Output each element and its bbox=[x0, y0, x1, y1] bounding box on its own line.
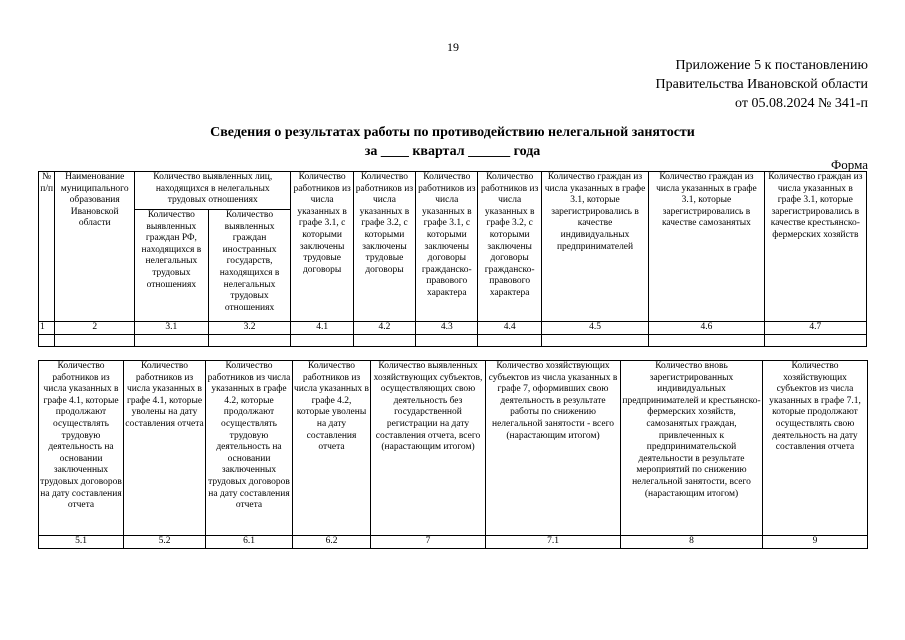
header-col-3-2: Количество выявленных граждан иностранных государств, находящихся в нелегальных трудовых отношениях bbox=[208, 210, 291, 322]
column-number: 1 bbox=[39, 322, 55, 335]
header-col-7-1: Количество хозяйствующих субъектов из числа указанных в графе 7, оформивших свою деятельность в результате работы по снижению нелегальной занятости - всего (нарастающим итогом) bbox=[486, 361, 621, 536]
appendix-line-1: Приложение 5 к постановлению bbox=[675, 58, 868, 73]
column-number: 5.1 bbox=[39, 536, 124, 549]
column-number: 7.1 bbox=[486, 536, 621, 549]
empty-cell bbox=[208, 335, 291, 347]
header-col-4-5: Количество граждан из числа указанных в графе 3.1, которые зарегистрировались в качестве индивидуальных предпринимателей bbox=[541, 172, 648, 322]
empty-cell bbox=[649, 335, 765, 347]
document-title-line-1: Сведения о результатах работы по противодействию нелегальной занятости bbox=[210, 125, 695, 140]
column-number: 4.4 bbox=[478, 322, 541, 335]
empty-cell bbox=[135, 335, 209, 347]
header-col-4-7: Количество граждан из числа указанных в графе 3.1, которые зарегистрировались в качестве крестьянско-фермерских хозяйств bbox=[764, 172, 866, 322]
column-number: 9 bbox=[763, 536, 868, 549]
column-number: 5.2 bbox=[124, 536, 206, 549]
column-number: 4.1 bbox=[291, 322, 353, 335]
empty-cell bbox=[291, 335, 353, 347]
header-col-4-6: Количество граждан из числа указанных в графе 3.1, которые зарегистрировались в качестве самозанятых bbox=[649, 172, 765, 322]
document-title bbox=[0, 123, 905, 161]
column-number: 3.2 bbox=[208, 322, 291, 335]
column-number: 4.6 bbox=[649, 322, 765, 335]
header-col-6-1: Количество работников из числа указанных в графе 4.2, которые продолжают осуществлять трудовую деятельность на основании заключенных трудовых договоров на дату составления отчета bbox=[206, 361, 293, 536]
empty-cell bbox=[416, 335, 478, 347]
appendix-reference bbox=[656, 56, 868, 113]
appendix-line-2: Правительства Ивановской области bbox=[655, 77, 868, 92]
header-no: № п/п bbox=[39, 172, 55, 322]
column-number: 3.1 bbox=[135, 322, 209, 335]
header-col-7: Количество выявленных хозяйствующих субъектов, осуществляющих свою деятельность без государственной регистрации на дату составления отчета, всего (нарастающим итогом) bbox=[371, 361, 486, 536]
empty-cell bbox=[353, 335, 415, 347]
header-identified-group: Количество выявленных лиц, находящихся в нелегальных трудовых отношениях bbox=[135, 172, 291, 210]
column-number: 6.1 bbox=[206, 536, 293, 549]
report-table-2 bbox=[38, 360, 868, 549]
empty-cell bbox=[541, 335, 648, 347]
header-col-3-1: Количество выявленных граждан РФ, находящихся в нелегальных трудовых отношениях bbox=[135, 210, 209, 322]
report-table-1 bbox=[38, 171, 867, 347]
empty-cell bbox=[39, 335, 55, 347]
header-col-8: Количество вновь зарегистрированных индивидуальных предпринимателей и крестьянско-фермерских хозяйств, самозанятых граждан, привлеченных к предпринимательской деятельности в результате мероприятий по снижению нелегальной занятости, всего (нарастающим итогом) bbox=[621, 361, 763, 536]
empty-cell bbox=[478, 335, 541, 347]
page-number: 19 bbox=[447, 40, 459, 54]
column-number: 4.7 bbox=[764, 322, 866, 335]
header-col-9: Количество хозяйствующих субъектов из числа указанных в графе 7.1, которые продолжают осуществлять свою деятельность на дату составления отчета bbox=[763, 361, 868, 536]
header-col-4-1: Количество работников из числа указанных в графе 3.1, с которыми заключены трудовые договоры bbox=[291, 172, 353, 322]
column-number: 6.2 bbox=[293, 536, 371, 549]
empty-cell bbox=[55, 335, 135, 347]
header-col-4-2: Количество работников из числа указанных в графе 3.2, с которыми заключены трудовые договоры bbox=[353, 172, 415, 322]
header-col-6-2: Количество работников из числа указанных в графе 4.2, которые уволены на дату составления отчета bbox=[293, 361, 371, 536]
header-municipality: Наименование муниципального образования Ивановской области bbox=[55, 172, 135, 322]
empty-cell bbox=[764, 335, 866, 347]
column-number: 4.3 bbox=[416, 322, 478, 335]
header-col-5-2: Количество работников из числа указанных в графе 4.1, которые уволены на дату составления отчета bbox=[124, 361, 206, 536]
column-number: 8 bbox=[621, 536, 763, 549]
header-col-4-4: Количество работников из числа указанных в графе 3.2, с которыми заключены договоры гражданско-правового характера bbox=[478, 172, 541, 322]
column-number: 4.2 bbox=[353, 322, 415, 335]
column-number: 7 bbox=[371, 536, 486, 549]
document-title-line-2: за ____ квартал ______ года bbox=[364, 144, 541, 159]
appendix-line-3: от 05.08.2024 № 341-п bbox=[735, 96, 868, 111]
column-number: 4.5 bbox=[541, 322, 648, 335]
form-label: Форма bbox=[831, 157, 868, 172]
column-number: 2 bbox=[55, 322, 135, 335]
header-col-5-1: Количество работников из числа указанных в графе 4.1, которые продолжают осуществлять трудовую деятельность на основании заключенных трудовых договоров на дату составления отчета bbox=[39, 361, 124, 536]
header-col-4-3: Количество работников из числа указанных в графе 3.1, с которыми заключены договоры гражданско-правового характера bbox=[416, 172, 478, 322]
